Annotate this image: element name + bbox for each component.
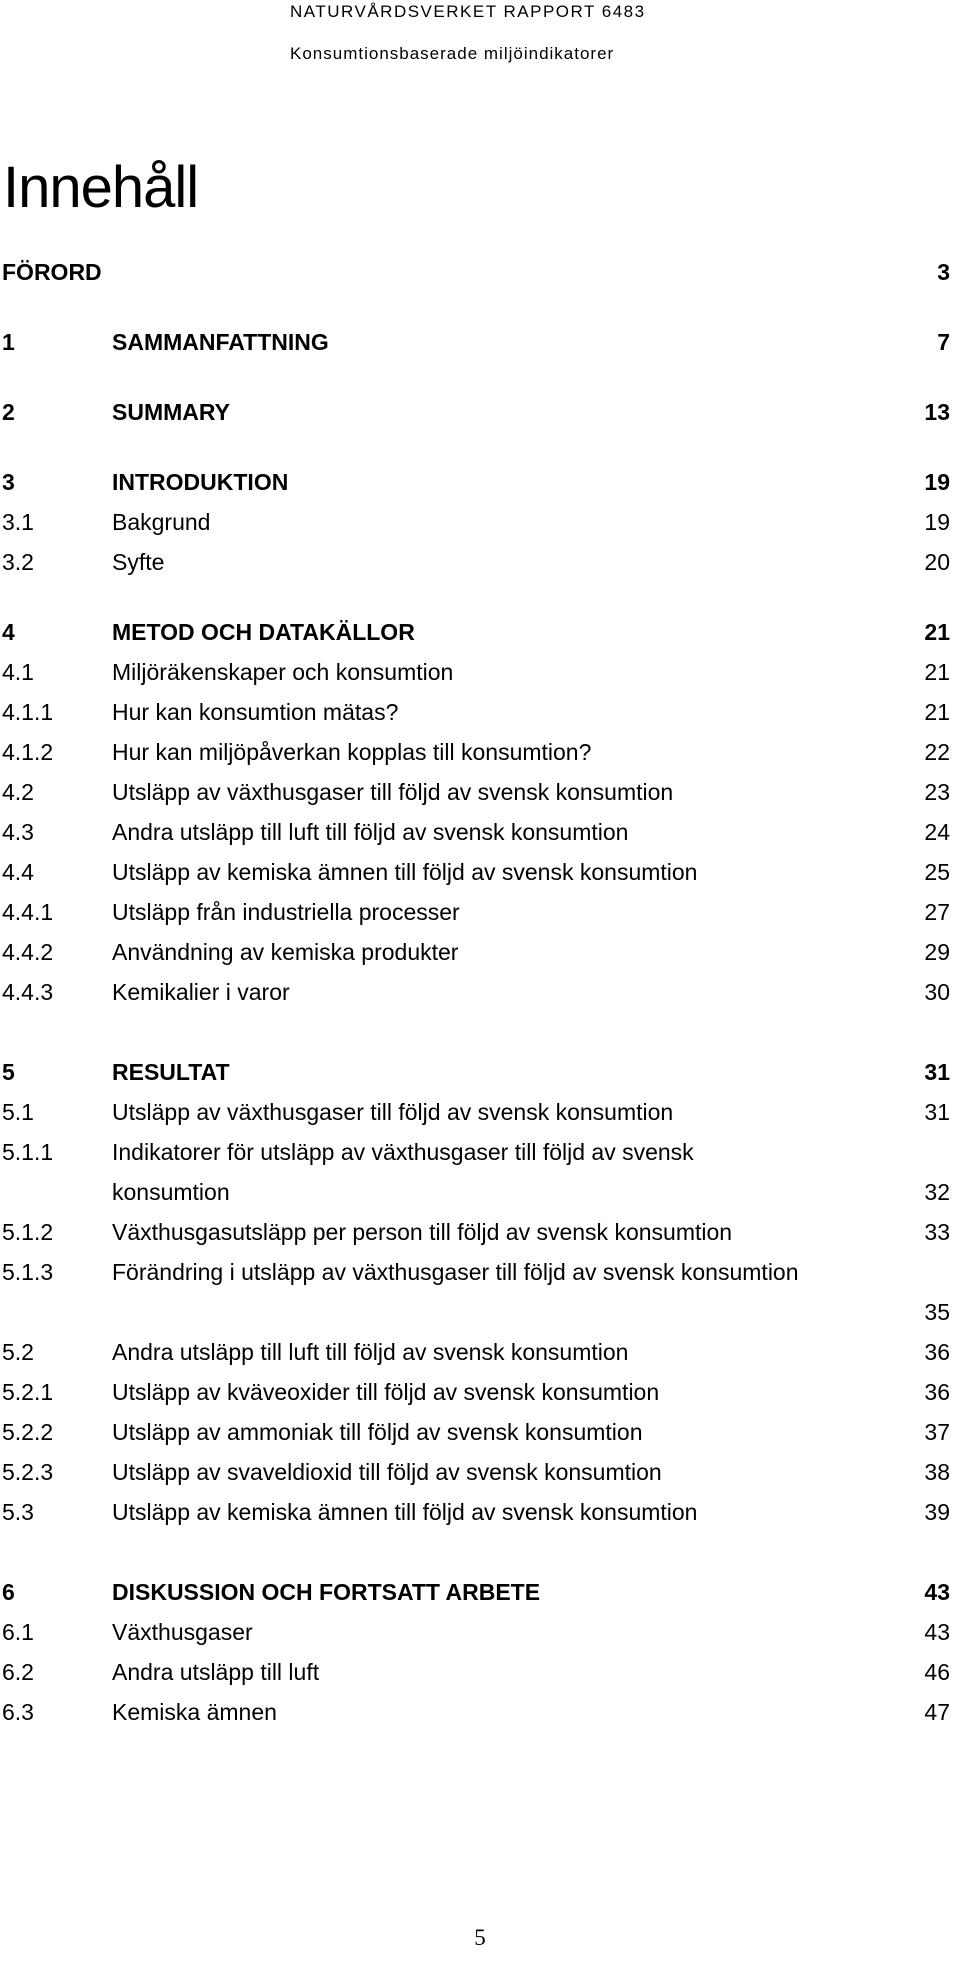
toc-entry-number: 1 xyxy=(2,329,15,355)
toc-entry-page: 29 xyxy=(924,939,950,965)
toc-entry[interactable] xyxy=(0,1372,960,1412)
toc-entry-page: 30 xyxy=(924,979,950,1005)
toc-entry-page: 31 xyxy=(924,1099,950,1125)
toc-entry[interactable] xyxy=(0,972,960,1012)
toc-entry[interactable] xyxy=(0,1652,960,1692)
toc-entry-page: 20 xyxy=(924,549,950,575)
toc-entry-label: DISKUSSION OCH FORTSATT ARBETE xyxy=(112,1579,541,1605)
toc-entry-label: Indikatorer för utsläpp av växthusgaser till följd av svensk konsumtion xyxy=(112,1139,694,1205)
toc-entry-page: 39 xyxy=(924,1499,950,1525)
toc-entry-label: METOD OCH DATAKÄLLOR xyxy=(112,619,415,645)
toc-entry[interactable] xyxy=(0,462,960,502)
toc-entry-number: 6.2 xyxy=(2,1659,34,1685)
toc-entry-label: Andra utsläpp till luft till följd av svensk konsumtion xyxy=(112,1339,629,1365)
toc-entry-label: Utsläpp av kemiska ämnen till följd av svensk konsumtion xyxy=(112,1499,698,1525)
toc-entry-page: 46 xyxy=(924,1659,950,1685)
toc-entry-number: 2 xyxy=(2,399,15,425)
toc-entry-number: 5.2.3 xyxy=(2,1459,54,1485)
toc-entry[interactable] xyxy=(0,1132,960,1212)
toc-entry[interactable] xyxy=(0,1092,960,1132)
toc-entry[interactable] xyxy=(0,892,960,932)
toc-entry-label: Utsläpp av växthusgaser till följd av svensk konsumtion xyxy=(112,779,674,805)
toc-entry-page: 21 xyxy=(924,699,950,725)
toc-entry-number: 4.4.3 xyxy=(2,979,54,1005)
toc-entry-label: Kemiska ämnen xyxy=(112,1699,277,1725)
toc-entry-label: Växthusgaser xyxy=(112,1619,253,1645)
toc-entry[interactable] xyxy=(0,812,960,852)
toc-entry-number: 5.2.2 xyxy=(2,1419,54,1445)
toc-entry-number: 6.1 xyxy=(2,1619,34,1645)
toc-entry-number: 4.1.1 xyxy=(2,699,54,725)
toc-entry-label: Användning av kemiska produkter xyxy=(112,939,459,965)
toc-entry-page: 38 xyxy=(924,1459,950,1485)
toc-entry-page: 27 xyxy=(924,899,950,925)
toc-entry-label: Andra utsläpp till luft till följd av svensk konsumtion xyxy=(112,819,629,845)
toc-entry-label: Hur kan konsumtion mätas? xyxy=(112,699,399,725)
toc-entry-label: Bakgrund xyxy=(112,509,211,535)
toc-entry[interactable] xyxy=(0,502,960,542)
toc-entry[interactable] xyxy=(0,322,960,362)
toc-entry-page: 47 xyxy=(924,1699,950,1725)
toc-entry-page: 35 xyxy=(924,1299,950,1325)
toc-entry-label: SUMMARY xyxy=(112,399,230,425)
toc-entry-label: Kemikalier i varor xyxy=(112,979,290,1005)
toc-entry[interactable] xyxy=(0,732,960,772)
toc-entry[interactable] xyxy=(0,1612,960,1652)
toc-entry-label: Miljöräkenskaper och konsumtion xyxy=(112,659,454,685)
toc-entry-number: 5 xyxy=(2,1059,15,1085)
toc-entry-number: 5.1.1 xyxy=(2,1139,54,1165)
toc-entry[interactable] xyxy=(0,1212,960,1252)
toc-entry-page: 7 xyxy=(937,329,950,355)
toc-entry-label: Hur kan miljöpåverkan kopplas till konsumtion? xyxy=(112,739,592,765)
toc-entry-number: 4.4.2 xyxy=(2,939,54,965)
toc-entry[interactable] xyxy=(0,252,960,292)
toc-entry[interactable] xyxy=(0,1052,960,1092)
toc-entry-page: 36 xyxy=(924,1379,950,1405)
toc-entry-number: 5.3 xyxy=(2,1499,34,1525)
toc-entry[interactable] xyxy=(0,1332,960,1372)
toc-entry-label: SAMMANFATTNING xyxy=(112,329,329,355)
toc-entry-label: Förändring i utsläpp av växthusgaser till följd av svensk konsumtion xyxy=(112,1259,799,1285)
report-series-header: NATURVÅRDSVERKET RAPPORT 6483 xyxy=(290,2,646,21)
toc-entry[interactable] xyxy=(0,612,960,652)
toc-entry-label: Utsläpp av kemiska ämnen till följd av svensk konsumtion xyxy=(112,859,698,885)
toc-entry-label: Utsläpp från industriella processer xyxy=(112,899,460,925)
toc-entry-page: 3 xyxy=(937,259,950,285)
toc-entry[interactable] xyxy=(0,852,960,892)
toc-entry-label: Andra utsläpp till luft xyxy=(112,1659,320,1685)
page-number: 5 xyxy=(474,1925,486,1950)
toc-entry-page: 33 xyxy=(924,1219,950,1245)
toc-entry-page: 43 xyxy=(924,1579,950,1605)
toc-entry-number: 5.1.3 xyxy=(2,1259,54,1285)
toc-entry-page: 21 xyxy=(924,659,950,685)
toc-entry[interactable] xyxy=(0,542,960,582)
toc-entry-label: Utsläpp av ammoniak till följd av svensk konsumtion xyxy=(112,1419,643,1445)
toc-entry-number: 3 xyxy=(2,469,15,495)
toc-entry-number: 5.1 xyxy=(2,1099,34,1125)
toc-entry-page: 32 xyxy=(924,1179,950,1205)
toc-entry[interactable] xyxy=(0,1572,960,1612)
toc-entry[interactable] xyxy=(0,1412,960,1452)
toc-entry-page: 22 xyxy=(924,739,950,765)
toc-entry-label: Utsläpp av kväveoxider till följd av svensk konsumtion xyxy=(112,1379,660,1405)
toc-entry-number: 5.2.1 xyxy=(2,1379,54,1405)
toc-entry-page: 25 xyxy=(924,859,950,885)
toc-entry[interactable] xyxy=(0,932,960,972)
toc-entry-label: INTRODUKTION xyxy=(112,469,289,495)
toc-entry-page: 36 xyxy=(924,1339,950,1365)
toc-entry-label: RESULTAT xyxy=(112,1059,230,1085)
toc-entry-page: 21 xyxy=(924,619,950,645)
toc-entry-number: 3.1 xyxy=(2,509,34,535)
toc-entry-label: Syfte xyxy=(112,549,165,575)
toc-entry[interactable] xyxy=(0,652,960,692)
toc-entry-number: 4 xyxy=(2,619,15,645)
toc-entry-page: 19 xyxy=(924,469,950,495)
toc-entry-number: 6.3 xyxy=(2,1699,34,1725)
toc-entry-number: FÖRORD xyxy=(2,259,102,285)
toc-entry[interactable] xyxy=(0,1452,960,1492)
toc-entry[interactable] xyxy=(0,692,960,732)
toc-entry[interactable] xyxy=(0,392,960,432)
toc-entry-number: 5.2 xyxy=(2,1339,34,1365)
toc-entry-number: 6 xyxy=(2,1579,15,1605)
page-title: Innehåll xyxy=(3,155,199,220)
toc-entry-number: 4.4 xyxy=(2,859,34,885)
toc-entry-page: 13 xyxy=(924,399,950,425)
report-title-header: Konsumtionsbaserade miljöindikatorer xyxy=(290,44,615,63)
table-of-contents xyxy=(0,252,960,1732)
toc-entry[interactable] xyxy=(0,1252,960,1332)
toc-entry-number: 4.2 xyxy=(2,779,34,805)
toc-entry-label: Utsläpp av växthusgaser till följd av svensk konsumtion xyxy=(112,1099,674,1125)
toc-entry-number: 4.1.2 xyxy=(2,739,54,765)
toc-entry-number: 4.3 xyxy=(2,819,34,845)
toc-entry-number: 4.1 xyxy=(2,659,34,685)
toc-entry-page: 43 xyxy=(924,1619,950,1645)
toc-entry-label: Utsläpp av svaveldioxid till följd av svensk konsumtion xyxy=(112,1459,662,1485)
toc-entry-page: 24 xyxy=(924,819,950,845)
toc-entry-number: 5.1.2 xyxy=(2,1219,54,1245)
toc-entry-page: 37 xyxy=(924,1419,950,1445)
toc-entry-page: 31 xyxy=(924,1059,950,1085)
toc-entry[interactable] xyxy=(0,1692,960,1732)
toc-entry[interactable] xyxy=(0,772,960,812)
toc-entry-number: 4.4.1 xyxy=(2,899,54,925)
toc-entry-page: 19 xyxy=(924,509,950,535)
toc-entry-number: 3.2 xyxy=(2,549,34,575)
toc-entry[interactable] xyxy=(0,1492,960,1532)
toc-entry-page: 23 xyxy=(924,779,950,805)
toc-entry-label: Växthusgasutsläpp per person till följd av svensk konsumtion xyxy=(112,1219,733,1245)
